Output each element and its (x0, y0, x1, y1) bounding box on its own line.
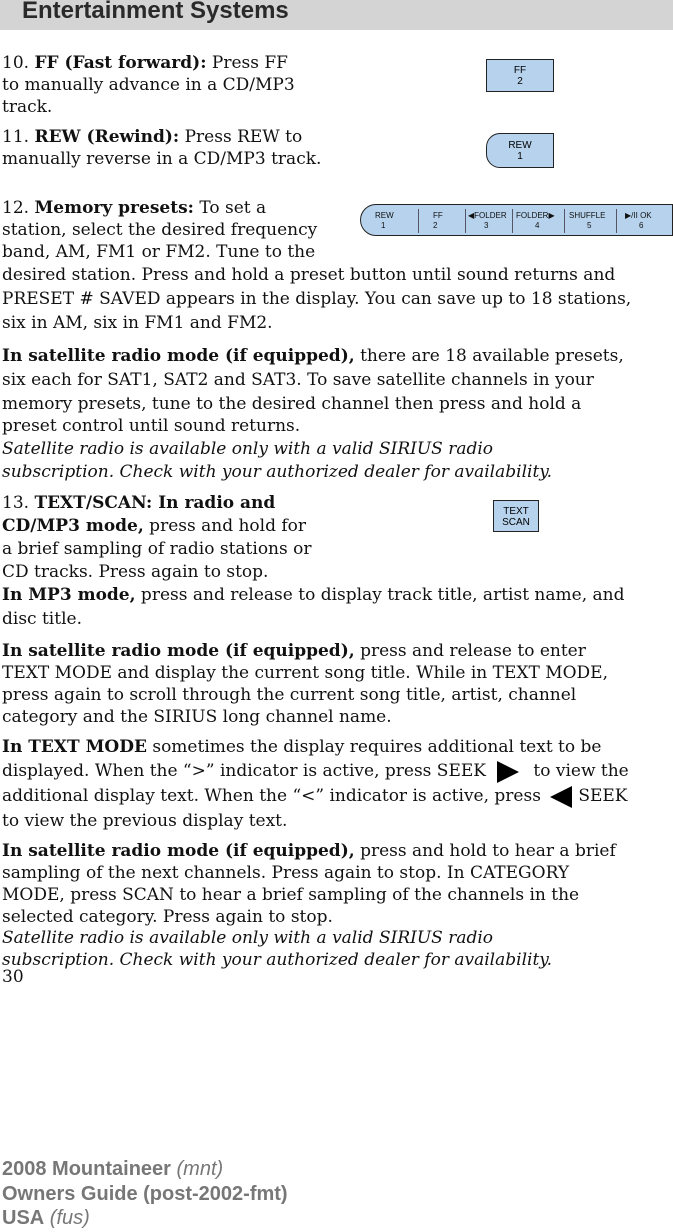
sat3-line-4: selected category. Press again to stop. (2, 907, 333, 927)
sat2-line-2: TEXT MODE and display the current song title. While in TEXT MODE, (2, 663, 608, 683)
sat1-line-1: In satellite radio mode (if equipped), there are 18 available presets, (2, 346, 624, 366)
sat3-line-3: MODE, press SCAN to hear a brief sampling of the channels in the (2, 885, 580, 905)
presets-label: Memory presets: (34, 198, 194, 218)
sat3-line-1: In satellite radio mode (if equipped), press and hold to hear a brief (2, 841, 616, 861)
sat3-note-1: Satellite radio is available only with a valid SIRIUS radio (2, 928, 494, 948)
seek-back-icon (550, 786, 572, 808)
ff-line-3: track. (2, 97, 53, 117)
presets-line-4: desired station. Press and hold a preset button until sound returns and (2, 265, 616, 285)
textscan-label: TEXT/SCAN: In radio and (34, 493, 276, 513)
textscan-line-2: CD/MP3 mode, press and hold for (2, 516, 307, 536)
sat2-line-1: In satellite radio mode (if equipped), press and release to enter (2, 641, 586, 661)
sat2-label: In satellite radio mode (if equipped), (2, 641, 355, 661)
footer-line-3: USA (fus) (2, 1207, 90, 1229)
ff-label: FF (Fast forward): (34, 53, 207, 73)
sat3-note-2: subscription. Check with your authorized dealer for availability. (2, 950, 553, 970)
preset-button-4[interactable]: FOLDER▶ 4 (513, 209, 565, 233)
preset-button-3[interactable]: ◀FOLDER 3 (466, 209, 513, 233)
ff-button[interactable]: FF 2 (486, 59, 554, 92)
sat1-label: In satellite radio mode (if equipped), (2, 346, 355, 366)
footer-line-1: 2008 Mountaineer (mnt) (2, 1158, 224, 1180)
mp3-line-1: In MP3 mode, press and release to display track title, artist name, and (2, 585, 625, 605)
presets-line-2: station, select the desired frequency (2, 220, 318, 240)
presets-line-3: band, AM, FM1 or FM2. Tune to the (2, 242, 316, 262)
sat1-line-3: memory presets, tune to the desired channel then press and hold a (2, 394, 582, 414)
textscan-line-3: a brief sampling of radio stations or (2, 539, 312, 559)
seek-forward-icon (497, 761, 519, 783)
rew-button[interactable]: REW 1 (486, 133, 554, 168)
presets-line-5: PRESET # SAVED appears in the display. You can save up to 18 stations, (2, 289, 632, 309)
section-header (0, 0, 673, 30)
sat3-line-2: sampling of the next channels. Press again to stop. In CATEGORY (2, 863, 570, 883)
textmode-line-1: In TEXT MODE sometimes the display requires additional text to be (2, 737, 602, 757)
mp3-label: In MP3 mode, (2, 585, 136, 605)
section-title: Entertainment Systems (22, 0, 289, 24)
rew-line-2: manually reverse in a CD/MP3 track. (2, 149, 322, 169)
textscan-line-4: CD tracks. Press again to stop. (2, 562, 269, 582)
preset-button-5[interactable]: SHUFFLE 5 (565, 209, 617, 233)
rew-label: REW (Rewind): (34, 127, 180, 147)
preset-button-1[interactable]: REW 1 (369, 209, 419, 233)
textscan-line-1: 13. TEXT/SCAN: In radio and (2, 493, 276, 513)
sat3-label: In satellite radio mode (if equipped), (2, 841, 355, 861)
sat1-line-4: preset control until sound returns. (2, 416, 301, 436)
textmode-line-2: displayed. When the “>” indicator is active, press SEEK to view the (2, 761, 629, 781)
sat2-line-3: press again to scroll through the current song title, artist, channel (2, 685, 577, 705)
ff-line-1: 10. FF (Fast forward): Press FF (2, 53, 288, 73)
textmode-label: In TEXT MODE (2, 737, 147, 757)
rew-line-1: 11. REW (Rewind): Press REW to (2, 127, 303, 147)
page-number: 30 (2, 967, 24, 987)
mp3-line-2: disc title. (2, 609, 82, 629)
sat1-line-2: six each for SAT1, SAT2 and SAT3. To save satellite channels in your (2, 370, 594, 390)
preset-button-6[interactable]: ▶/II OK 6 (625, 211, 652, 230)
sat1-note-1: Satellite radio is available only with a valid SIRIUS radio (2, 439, 494, 459)
presets-line-6: six in AM, six in FM1 and FM2. (2, 313, 273, 333)
sat1-note-2: subscription. Check with your authorized dealer for availability. (2, 462, 553, 482)
textmode-line-3: additional display text. When the “<” indicator is active, press SEEK (2, 786, 628, 806)
ff-line-2: to manually advance in a CD/MP3 (2, 75, 295, 95)
text-scan-button[interactable]: TEXT SCAN (493, 500, 539, 532)
textmode-line-4: to view the previous display text. (2, 811, 288, 831)
footer-line-2: Owners Guide (post-2002-fmt) (2, 1183, 288, 1205)
preset-button-2[interactable]: FF 2 (419, 209, 466, 233)
preset-button-bar (360, 204, 673, 236)
presets-line-1: 12. Memory presets: To set a (2, 198, 267, 218)
sat2-line-4: category and the SIRIUS long channel name. (2, 707, 392, 727)
